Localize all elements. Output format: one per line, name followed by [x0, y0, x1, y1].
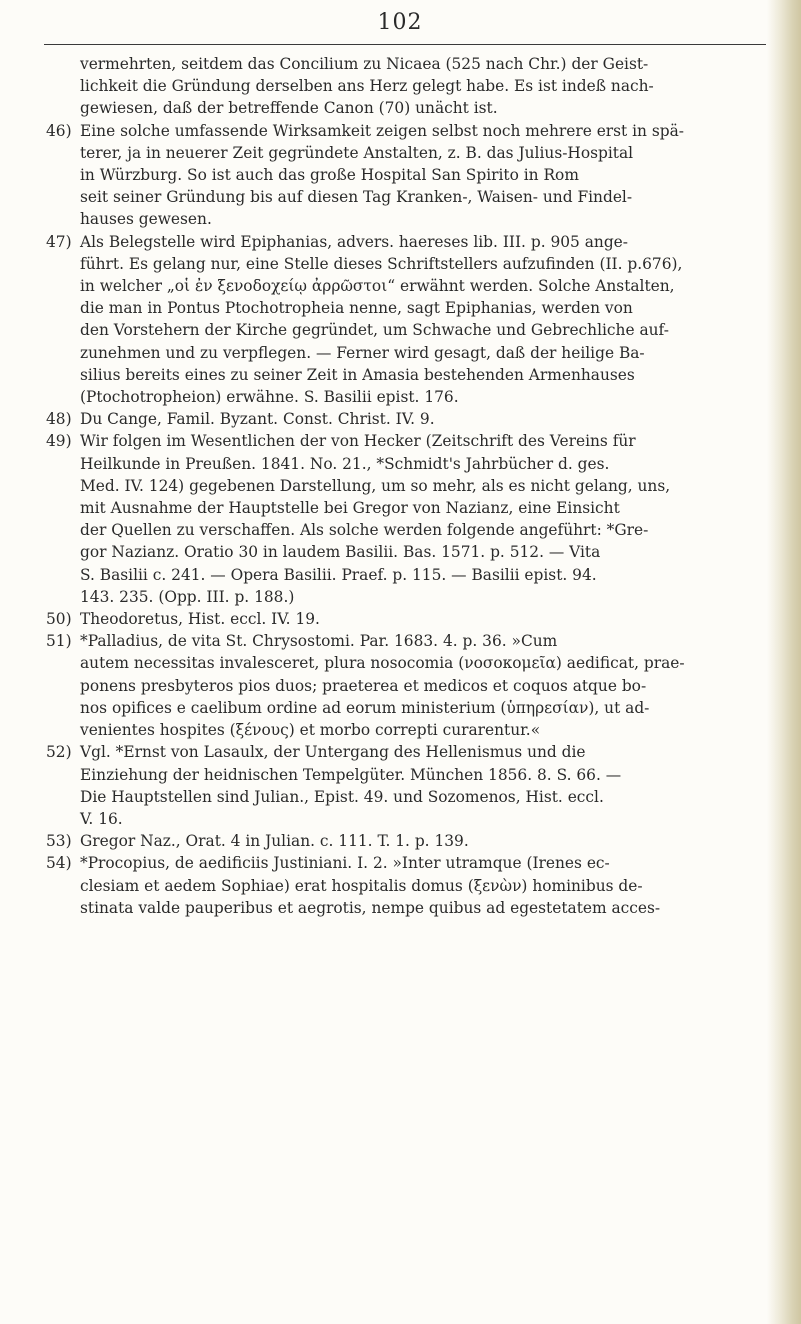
footnote	[0, 741, 770, 830]
footnote-text-line: Als Belegstelle wird Epiphanias, advers. haereses lib. III. p. 905 ange-	[80, 232, 628, 251]
footnote-text-line: hauses gewesen.	[80, 210, 212, 229]
footnote-text-line: lichkeit die Gründung derselben ans Herz gelegt habe. Es ist indeß nach-	[80, 77, 654, 96]
footnote-number: 50)	[46, 610, 72, 629]
footnote-text-line: vermehrten, seitdem das Concilium zu Nicaea (525 nach Chr.) der Geist-	[80, 55, 649, 73]
footnote-text-line: gewiesen, daß der betreffende Canon (70) unächt ist.	[80, 99, 498, 118]
footnote-continuation	[0, 53, 770, 120]
footnote-text-line: Heilkunde in Preußen. 1841. No. 21., *Schmidt's Jahrbücher d. ges.	[80, 454, 610, 473]
footnote-list	[0, 53, 770, 919]
footnote-text-line: in Würzburg. So ist auch das große Hospital San Spirito in Rom	[80, 166, 579, 185]
footnote-text-line: terer, ja in neuerer Zeit gegründete Anstalten, z. B. das Julius-Hospital	[80, 143, 634, 162]
footnote-text-line: der Quellen zu verschaffen. Als solche werden folgende angeführt: *Gre-	[80, 521, 649, 540]
page-edge-shadow	[767, 0, 801, 1324]
footnote-number: 53)	[46, 832, 72, 851]
footnote-text-line: S. Basilii c. 241. — Opera Basilii. Praef. p. 115. — Basilii epist. 94.	[80, 565, 597, 584]
footnote	[0, 830, 770, 852]
footnote-text-line: autem necessitas invalesceret, plura nosocomia (νοσοκομεῖα) aedificat, prae-	[80, 654, 685, 673]
footnote-number: 47)	[46, 232, 72, 251]
footnote-text-line: die man in Pontus Ptochotropheia nenne, sagt Epiphanias, werden von	[80, 299, 633, 318]
footnote-number: 46)	[46, 121, 72, 140]
footnote-text-line: nos opifices e caelibum ordine ad eorum ministerium (ὑπηρεσίαν), ut ad-	[80, 698, 650, 717]
footnote	[0, 231, 770, 409]
footnote	[0, 630, 770, 741]
footnote-text-line: führt. Es gelang nur, eine Stelle dieses Schriftstellers aufzufinden (II. p.676),	[80, 254, 683, 273]
footnote	[0, 408, 770, 430]
footnote-text-line: 143. 235. (Opp. III. p. 188.)	[80, 587, 295, 606]
footnote-text-line: ponens presbyteros pios duos; praeterea et medicos et coquos atque bo-	[80, 676, 647, 695]
footnote	[0, 608, 770, 630]
footnote-text-line: V. 16.	[80, 809, 123, 828]
footnote-text-line: Theodoretus, Hist. eccl. IV. 19.	[80, 610, 320, 629]
footnote	[0, 852, 770, 919]
footnote-text-line: Einziehung der heidnischen Tempelgüter. München 1856. 8. S. 66. —	[80, 765, 622, 784]
footnote-text-line: *Palladius, de vita St. Chrysostomi. Par. 1683. 4. p. 36. »Cum	[80, 632, 558, 651]
footnote-text-line: *Procopius, de aedificiis Justiniani. I. 2. »Inter utramque (Irenes ec-	[80, 854, 610, 873]
footnote-text-line: in welcher „οἱ ἐν ξενοδοχείῳ ἀρρῶστοι“ erwähnt werden. Solche Anstalten,	[80, 277, 675, 296]
footnote-number: 48)	[46, 410, 72, 429]
footnote-text-line: seit seiner Gründung bis auf diesen Tag Kranken-, Waisen- und Findel-	[80, 188, 633, 207]
footnote-text-line: Gregor Naz., Orat. 4 in Julian. c. 111. T. 1. p. 139.	[80, 832, 469, 851]
footnote-text-line: (Ptochotropheion) erwähne. S. Basilii epist. 176.	[80, 388, 459, 407]
footnote-number: 52)	[46, 743, 72, 762]
footnote-text-line: stinata valde pauperibus et aegrotis, nempe quibus ad egestetatem acces-	[80, 898, 661, 917]
footnote-text-line: Die Hauptstellen sind Julian., Epist. 49. und Sozomenos, Hist. eccl.	[80, 787, 604, 806]
footnote	[0, 430, 770, 608]
footnote-text-line: Eine solche umfassende Wirksamkeit zeigen selbst noch mehrere erst in spä-	[80, 121, 684, 140]
footnote-number: 49)	[46, 432, 72, 451]
footnote-text-line: Med. IV. 124) gegebenen Darstellung, um so mehr, als es nicht gelang, uns,	[80, 476, 671, 495]
footnote-number: 51)	[46, 632, 72, 651]
footnote-text-line: mit Ausnahme der Hauptstelle bei Gregor von Nazianz, eine Einsicht	[80, 499, 620, 518]
page-number: 102	[377, 10, 423, 35]
footnote-text-line: gor Nazianz. Oratio 30 in laudem Basilii. Bas. 1571. p. 512. — Vita	[80, 543, 601, 562]
header-rule	[44, 44, 766, 45]
footnote-text-line: zunehmen und zu verpflegen. — Ferner wird gesagt, daß der heilige Ba-	[80, 343, 645, 362]
footnote-text-line: silius bereits eines zu seiner Zeit in Amasia bestehenden Armenhauses	[80, 365, 635, 384]
footnote-text-line: Vgl. *Ernst von Lasaulx, der Untergang des Hellenismus und die	[80, 743, 586, 762]
footnote-text-line: den Vorstehern der Kirche gegründet, um Schwache und Gebrechliche auf-	[80, 321, 669, 340]
footnote-text-line: venientes hospites (ξένους) et morbo correpti curarentur.«	[80, 721, 541, 740]
footnote	[0, 120, 770, 231]
footnote-text-line: Du Cange, Famil. Byzant. Const. Christ. IV. 9.	[80, 410, 435, 429]
footnote-text-line: clesiam et aedem Sophiae) erat hospitalis domus (ξενὼν) hominibus de-	[80, 876, 643, 895]
footnote-number: 54)	[46, 854, 72, 873]
footnote-text-line: Wir folgen im Wesentlichen der von Hecker (Zeitschrift des Vereins für	[80, 432, 636, 451]
